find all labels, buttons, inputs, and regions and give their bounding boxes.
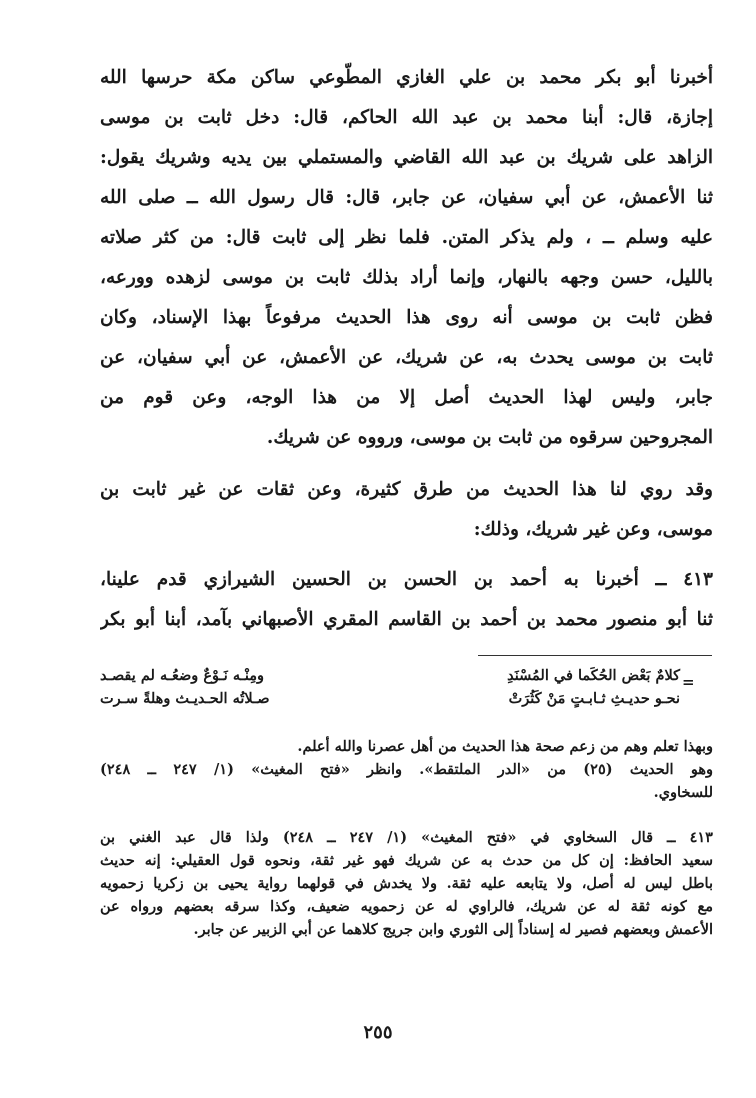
footnote-line: للسخاوي. [653,784,713,801]
text-line: ٤١٣ ــ أخبرنا به أحمد بن الحسن بن الحسين الشيرازي قدم علينا، [100,569,713,590]
footnote-verse [100,664,680,710]
text-line: جابر، وليس لهذا الحديث أصل إلا من هذا الوجه، وعن قوم من [100,387,713,408]
text-line: أخبرنا أبو بكر محمد بن علي الغازي المطّوعي ساكن مكة حرسها الله [100,67,713,88]
main-text-block [100,58,713,458]
footnote-line: الأعمش وبعضهم فصير له إسناداً إلى الثوري وابن جريج كلاهما عن أبي الزبير عن جابر. [193,921,713,938]
footnote-line: مع كونه ثقة له عن شريك، فالراوي له عن زحمويه ضعيف، وكذا سرقه بعضهم ورواه عن [100,898,713,915]
page-number: ٢٥٥ [363,1022,393,1043]
text-line: موسى، وعن غير شريك، وذلك: [473,519,713,540]
hadith-413-entry [100,560,713,640]
footnote-line: باطل ليس له أصل، ولا يتابعه عليه ثقة. ولا يخدش في قولهما رواية يحيى بن زكريا زحمويه [100,875,713,892]
text-line: ثنا أبو منصور محمد بن أحمد بن القاسم المقري الأصبهاني بآمد، أبنا أبو بكر [100,609,713,630]
verse-row [100,664,680,687]
footnote-2 [100,826,713,941]
text-line: فظن ثابت بن موسى أنه روى هذا الحديث مرفوعاً بهذا الإسناد، وكان [100,307,713,328]
text-line: بالليل، حسن وجهه بالنهار، وإنما أراد بذلك ثابت بن موسى لزهده وورعه، [100,267,713,288]
text-line: ثابت بن موسى يحدث به، عن شريك، عن الأعمش، عن أبي سفيان، عن [100,347,713,368]
footnote-divider [478,655,712,656]
verse-hemistich-right: كلامٌ بَعْض الحُكَما في المُسْنَدِ [507,667,680,684]
continuation-marker: = [682,673,695,691]
text-line: إجازة، قال: أبنا محمد بن عبد الله الحاكم، قال: دخل ثابت بن موسى [100,107,713,128]
text-line: عليه وسلم ــ ، ولم يذكر المتن. فلما نظر إلى ثابت قال: من كثر صلاته [100,227,713,248]
verse-row [100,687,680,710]
footnote-line: سعيد الحافظ: إن كل من حدث به عن شريك فهو غير ثقة، ونحوه قول العقيلي: إنه حديث [100,852,713,869]
verse-hemistich-left: ومِنْـه نَـوْعٌ وضعُـه لم يقصـد [100,667,264,684]
text-line: وقد روي لنا هذا الحديث من طرق كثيرة، وعن ثقات عن غير ثابت بن [100,479,713,500]
text-line: الزاهد على شريك بن عبد الله القاضي والمستملي بين يديه وشريك يقول: [100,147,713,168]
paragraph-2 [100,470,713,550]
footnote-line: وهو الحديث (٢٥) من «الدر الملتقط». وانظر «فتح المغيث» (١/ ٢٤٧ ــ ٢٤٨) [100,761,713,778]
footnote-1 [100,735,713,804]
verse-hemistich-left: صـلاتُه الحـديـث وهلةً سـرت [100,690,270,707]
footnote-line: وبهذا تعلم وهم من زعم صحة هذا الحديث من أهل عصرنا والله أعلم. [297,738,713,755]
text-line: المجروحين سرقوه من ثابت بن موسى، ورووه عن شريك. [266,427,713,448]
text-line: ثنا الأعمش، عن أبي سفيان، عن جابر، قال: قال رسول الله ــ صلى الله [100,187,713,208]
footnote-line: ٤١٣ ــ قال السخاوي في «فتح المغيث» (١/ ٢٤٧ ــ ٢٤٨) ولذا قال عبد الغني بن [100,829,713,846]
verse-hemistich-right: نحـو حديـثِ ثـابـتٍ مَنْ كَثُرَتْ [508,690,680,707]
